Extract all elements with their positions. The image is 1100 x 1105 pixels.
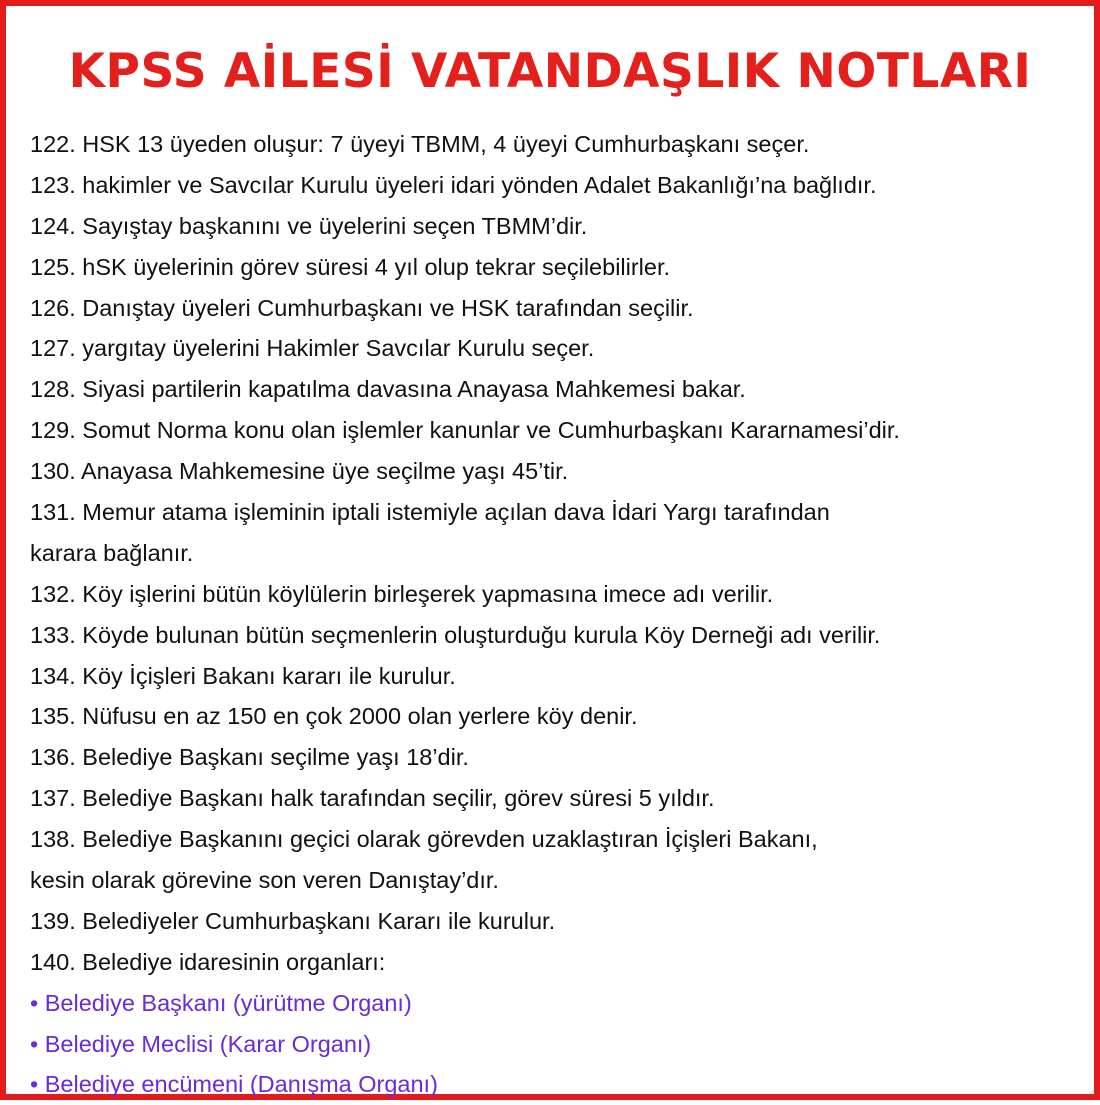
note-line-136: 136. Belediye Başkanı seçilme yaşı 18’dir. (30, 744, 469, 771)
note-line-125: 125. hSK üyelerinin görev süresi 4 yıl olup tekrar seçilebilirler. (30, 253, 671, 280)
note-line-135: 135. Nüfusu en az 150 en çok 2000 olan yerlere köy denir. (30, 703, 638, 730)
page-title: KPSS AİLESİ VATANDAŞLIK NOTLARI (68, 44, 1032, 99)
note-line-132: 132. Köy işlerini bütün köylülerin birleşerek yapmasına imece adı verilir. (30, 580, 774, 607)
note-line-140: 140. Belediye idaresinin organları: (30, 948, 386, 975)
note-line-122: 122. HSK 13 üyeden oluşur: 7 üyeyi TBMM, 4 üyeyi Cumhurbaşkanı seçer. (30, 131, 810, 157)
notes-list (30, 124, 1084, 1105)
note-line-131-cont: karara bağlanır. (30, 539, 194, 566)
note-line-138: 138. Belediye Başkanını geçici olarak görevden uzaklaştıran İçişleri Bakanı, (30, 826, 818, 853)
note-line-130: 130. Anayasa Mahkemesine üye seçilme yaşı 45’tir. (30, 458, 569, 485)
note-line-138-cont: kesin olarak görevine son veren Danıştay’dır. (30, 867, 499, 894)
note-line-133: 133. Köyde bulunan bütün seçmenlerin oluşturduğu kurula Köy Derneği adı verilir. (30, 621, 881, 648)
note-line-129: 129. Somut Norma konu olan işlemler kanunlar ve Cumhurbaşkanı Kararnamesi’dir. (30, 417, 900, 444)
note-line-126: 126. Danıştay üyeleri Cumhurbaşkanı ve HSK tarafından seçilir. (30, 294, 694, 321)
note-line-127: 127. yargıtay üyelerini Hakimler Savcılar Kurulu seçer. (30, 335, 595, 362)
note-line-128: 128. Siyasi partilerin kapatılma davasına Anayasa Mahkemesi bakar. (30, 376, 746, 403)
note-line-134: 134. Köy İçişleri Bakanı kararı ile kurulur. (30, 662, 456, 689)
bullet-item-encumen: • Belediye encümeni (Danışma Organı) (30, 1071, 438, 1098)
note-line-139: 139. Belediyeler Cumhurbaşkanı Kararı ile kurulur. (30, 907, 556, 934)
note-line-131: 131. Memur atama işleminin iptali istemiyle açılan dava İdari Yargı tarafından (30, 499, 830, 526)
note-line-137: 137. Belediye Başkanı halk tarafından seçilir, görev süresi 5 yıldır. (30, 785, 715, 812)
note-line-123: 123. hakimler ve Savcılar Kurulu üyeleri idari yönden Adalet Bakanlığı’na bağlıdır. (30, 171, 877, 198)
bullet-item-baskan: • Belediye Başkanı (yürütme Organı) (30, 989, 412, 1016)
bullet-item-meclis: • Belediye Meclisi (Karar Organı) (30, 1030, 372, 1057)
note-line-124: 124. Sayıştay başkanını ve üyelerini seçen TBMM’dir. (30, 212, 588, 239)
